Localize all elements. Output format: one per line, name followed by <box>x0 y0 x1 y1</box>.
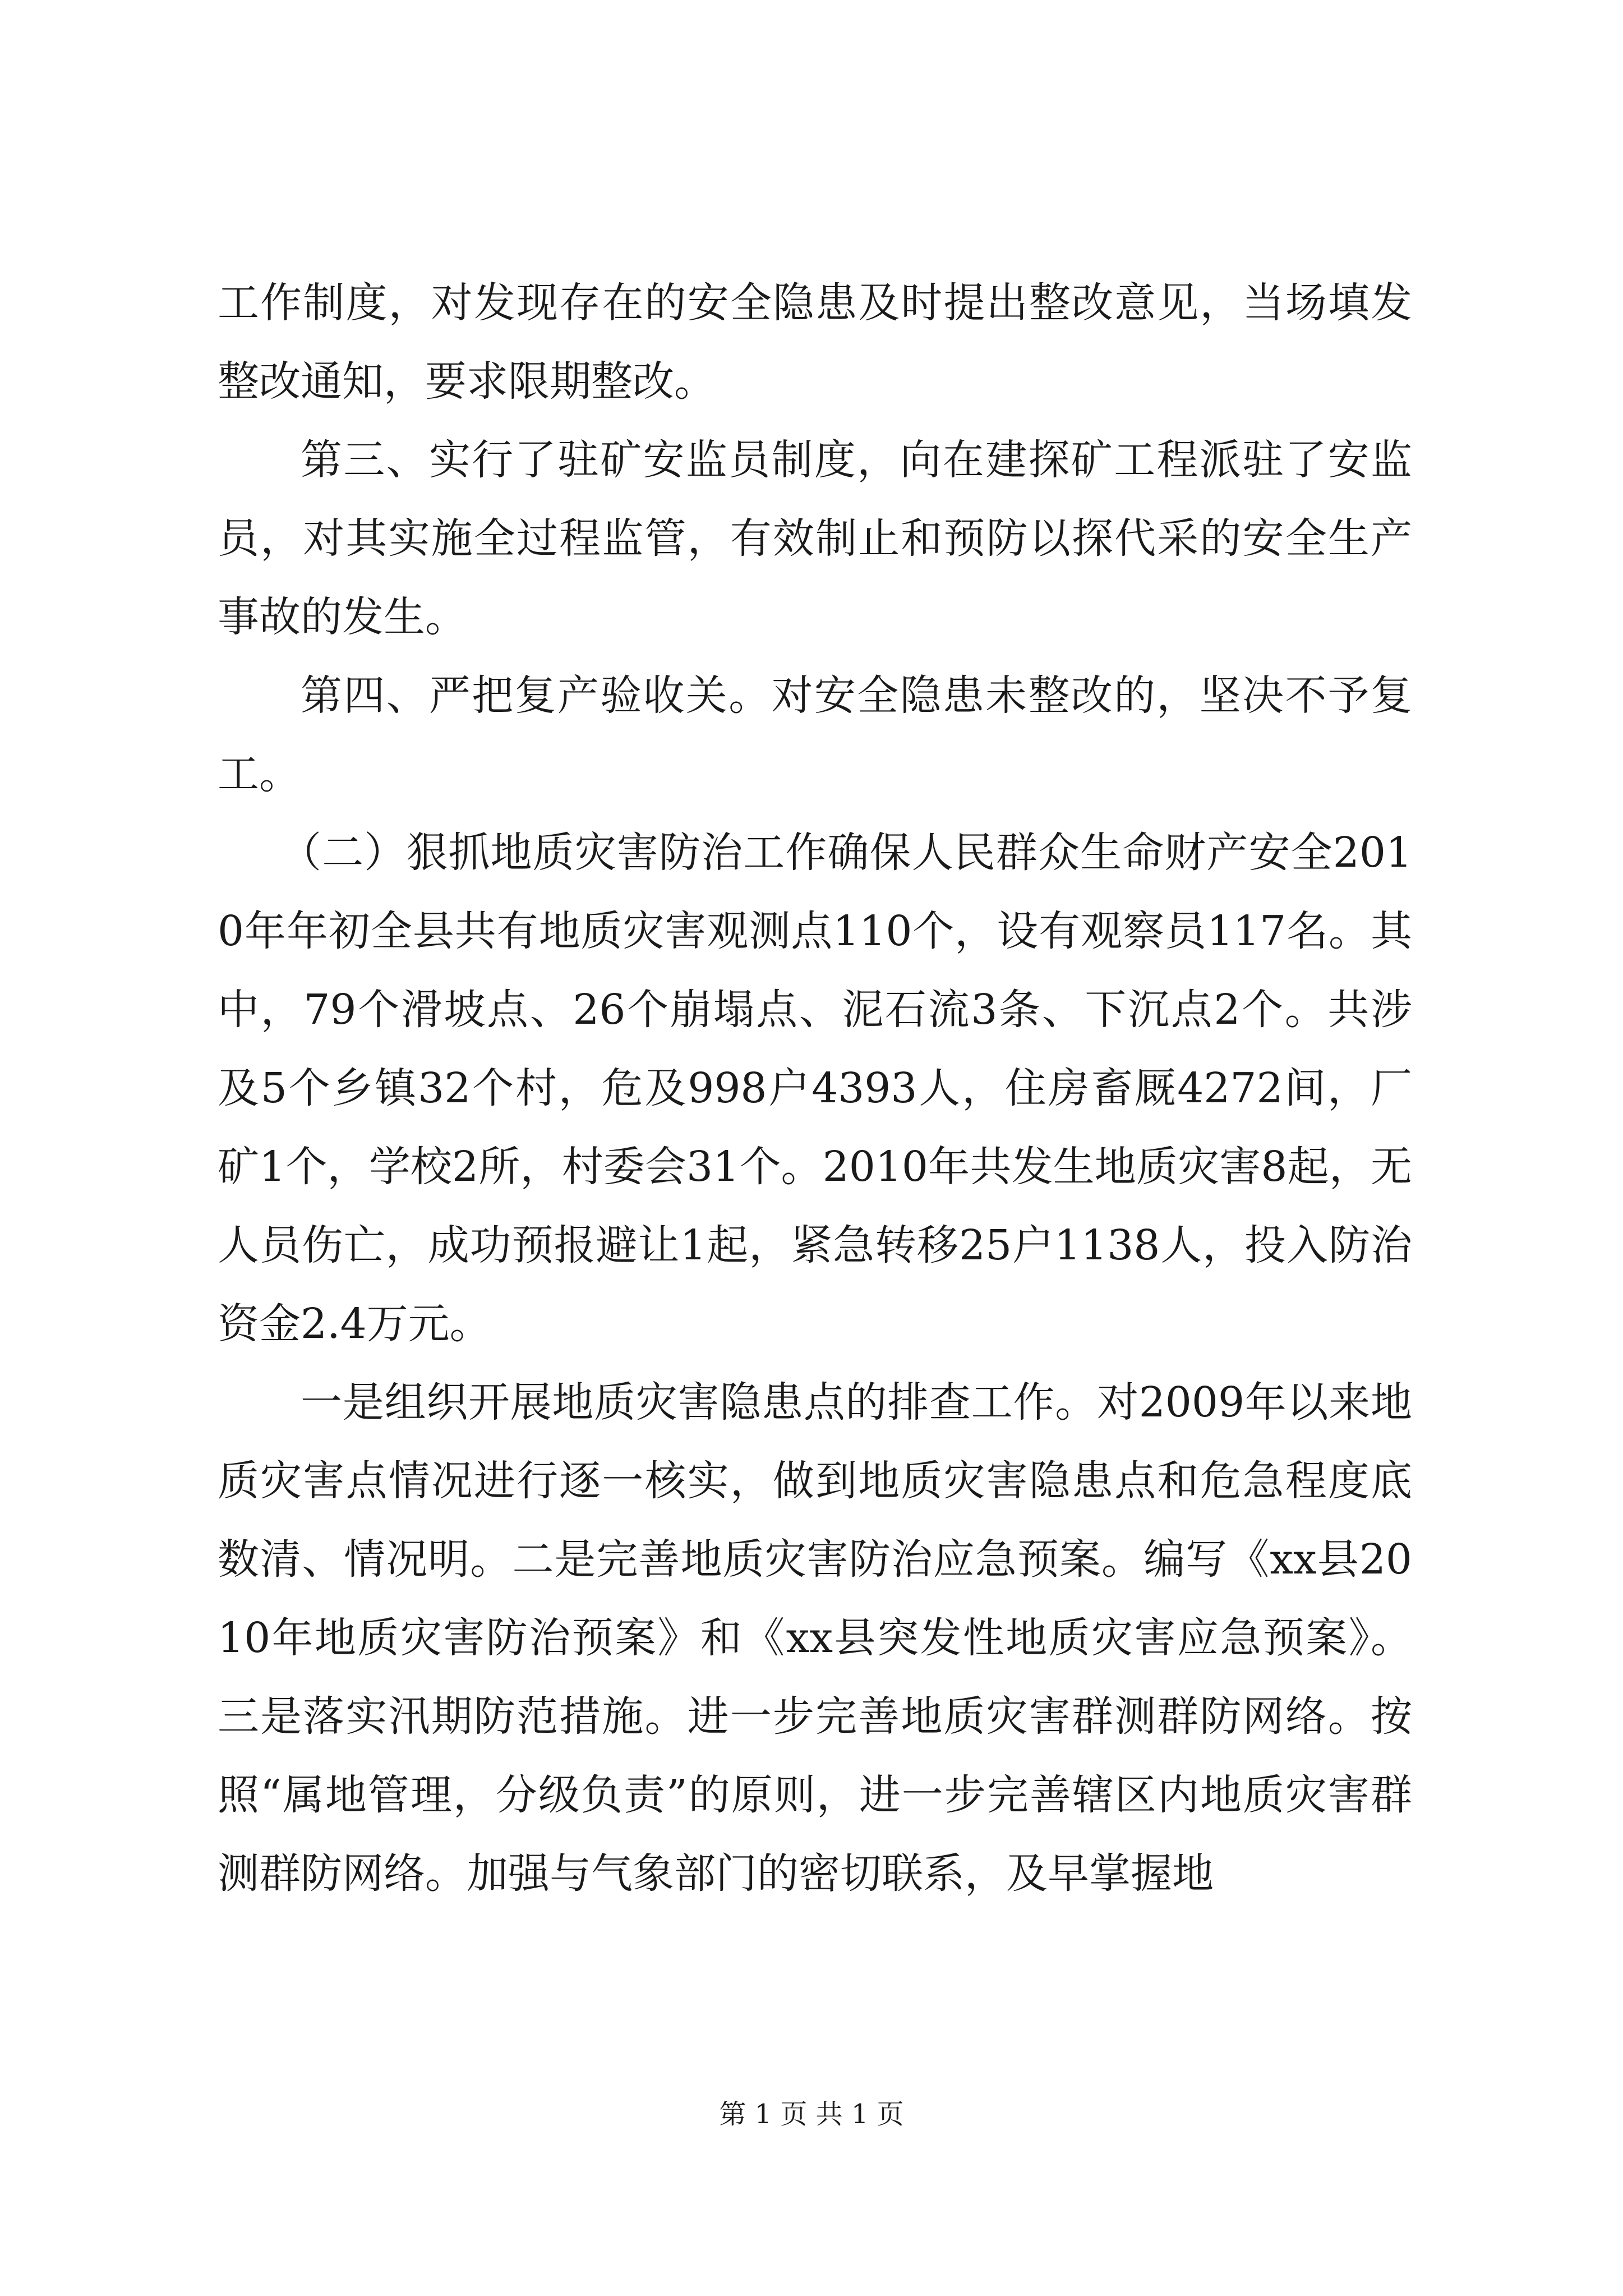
paragraph-item-4: 第四、严把复产验收关。对安全隐患未整改的，坚决不予复工。 <box>218 671 1412 798</box>
page-footer: 第 1 页 共 1 页 <box>719 2099 904 2130</box>
paragraph-section-2: （二）狠抓地质灾害防治工作确保人民群众生命财产安全2010年年初全县共有地质灾害观测点110个，设有观察员117名。其中，79个滑坡点、26个崩塌点、泥石流3条、下沉点2个。共涉及5个乡镇32个村，危及998户4393人，住房畜厩4272间，厂矿1个，学校2所，村委会31个。2010年共发生地质灾害8起，无人员伤亡，成功预报避让1起，紧急转移25户1138人，投入防治资金2.4万元。 <box>218 829 1412 1348</box>
paragraph-item-3: 第三、实行了驻矿安监员制度，向在建探矿工程派驻了安监员，对其实施全过程监管，有效制止和预防以探代采的安全生产事故的发生。 <box>218 436 1412 641</box>
paragraph-continuation: 工作制度，对发现存在的安全隐患及时提出整改意见，当场填发整改通知，要求限期整改。 <box>218 279 1412 406</box>
paragraph-measures: 一是组织开展地质灾害隐患点的排查工作。对2009年以来地质灾害点情况进行逐一核实，做到地质灾害隐患点和危急程度底数清、情况明。二是完善地质灾害防治应急预案。编写《xx县2010年地质灾害防治预案》和《xx县突发性地质灾害应急预案》。三是落实汛期防范措施。进一步完善地质灾害群测群防网络。按照“属地管理，分级负责”的原则，进一步完善辖区内地质灾害群测群防网络。加强与气象部门的密切联系，及早掌握地 <box>218 1378 1412 1898</box>
document-body <box>218 264 1412 1913</box>
